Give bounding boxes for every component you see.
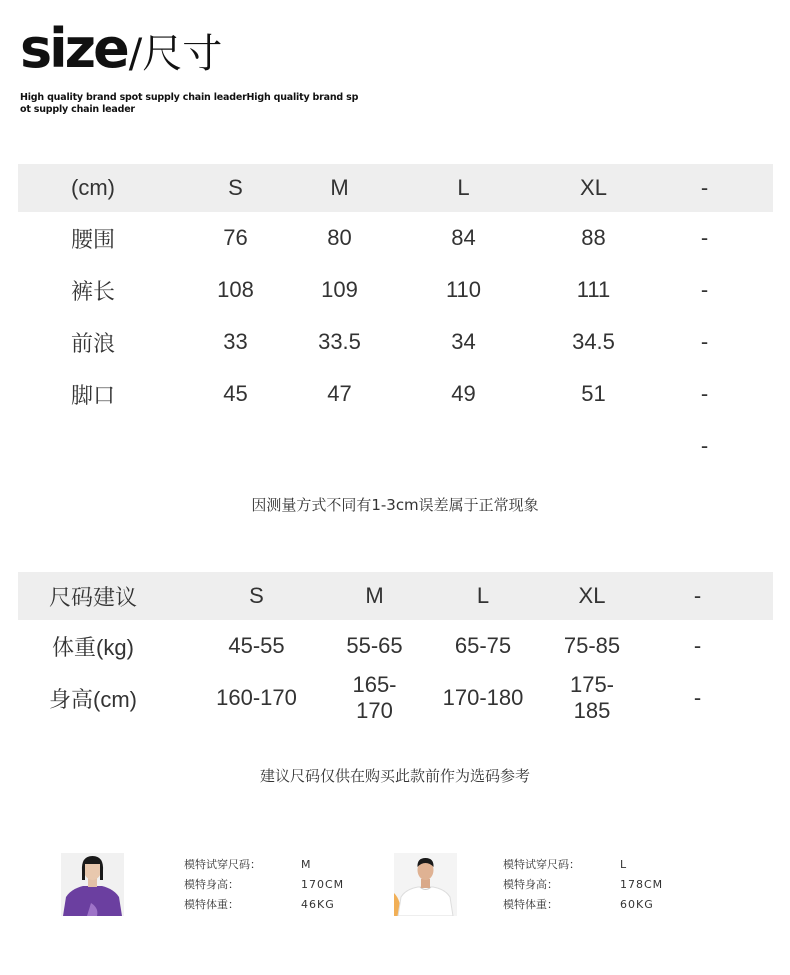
rec-table-header-row	[18, 572, 773, 620]
table-cell: 65-75	[454, 633, 512, 658]
size-table	[18, 164, 773, 472]
row-label: 身高(cm)	[49, 686, 137, 712]
table-cell: 45-55	[228, 633, 285, 658]
table-cell: 33.5	[318, 329, 361, 354]
page-title: size	[20, 17, 127, 80]
table-cell: -	[700, 329, 709, 354]
table-cell	[303, 420, 376, 472]
model-weight-value: 46KG	[301, 898, 335, 911]
table-row	[18, 420, 773, 472]
row-label: 腰围	[70, 226, 115, 252]
header-cell: XL	[562, 572, 622, 620]
model-height-row	[503, 875, 663, 895]
table-cell: 84	[451, 225, 476, 250]
table-cell	[551, 420, 636, 472]
model-weight-value: 60KG	[620, 898, 654, 911]
header-cell: -	[622, 572, 773, 620]
header-cell: S	[168, 572, 345, 620]
table-cell: 88	[581, 225, 606, 250]
model-weight-row	[184, 895, 344, 915]
model-info-2	[503, 855, 663, 915]
page-title-cn: /尺寸	[128, 31, 223, 77]
table-cell: 51	[581, 381, 606, 406]
header-cell: 尺码建议	[18, 572, 168, 620]
model-weight-row	[503, 895, 663, 915]
table-cell: 108	[217, 277, 254, 302]
page-header	[20, 17, 360, 116]
size-table-header-row	[18, 164, 773, 212]
model-size-value: M	[301, 858, 312, 871]
model-info-1	[184, 855, 344, 915]
model-figure-icon	[394, 853, 457, 916]
table-cell	[376, 420, 551, 472]
model-height-row	[184, 875, 344, 895]
model-height-value: 170CM	[301, 878, 345, 891]
header-cell: L	[376, 164, 551, 212]
table-cell: 76	[223, 225, 248, 250]
row-label: 裤长	[70, 278, 115, 304]
table-cell: -	[700, 277, 709, 302]
model-height-label: 模特身高：	[503, 878, 558, 891]
table-cell: 170-180	[442, 685, 524, 710]
table-cell: 34	[451, 329, 476, 354]
table-cell: 110	[445, 277, 482, 302]
row-label: 脚口	[70, 382, 115, 408]
model-size-row	[503, 855, 663, 875]
table-cell: 165-170	[352, 672, 397, 723]
table-cell: 109	[321, 277, 358, 302]
table-cell: 47	[327, 381, 352, 406]
model-photo-female	[61, 853, 124, 916]
model-photo-male	[394, 853, 457, 916]
header-cell: M	[345, 572, 404, 620]
model-height-label: 模特身高：	[184, 878, 239, 891]
model-height-value: 178CM	[620, 878, 664, 891]
row-label: 前浪	[70, 330, 115, 356]
measurement-note: 因测量方式不同有1-3cm误差属于正常现象	[251, 496, 539, 514]
table-cell: 75-85	[563, 633, 621, 658]
model-size-label: 模特试穿尺码：	[184, 858, 261, 871]
table-cell: 80	[327, 225, 352, 250]
header-cell: -	[636, 164, 773, 212]
table-cell: 33	[223, 329, 248, 354]
table-row	[18, 620, 773, 672]
model-size-label: 模特试穿尺码：	[503, 858, 580, 871]
row-label: 体重(kg)	[52, 634, 134, 660]
model-size-row	[184, 855, 344, 875]
table-cell: 49	[451, 381, 476, 406]
table-row	[18, 264, 773, 316]
size-recommendation-table	[18, 572, 773, 724]
table-cell: 111	[576, 277, 611, 302]
table-cell: 55-65	[346, 633, 403, 658]
model-figure-icon	[61, 853, 124, 916]
table-cell: -	[700, 433, 709, 458]
table-cell: -	[700, 225, 709, 250]
header-cell: (cm)	[18, 164, 168, 212]
brand-subtitle: High quality brand spot supply chain leaderHigh quality brand spot supply chain leader	[20, 92, 359, 115]
header-cell: L	[404, 572, 562, 620]
table-row	[18, 368, 773, 420]
table-row	[18, 672, 773, 724]
header-cell: M	[303, 164, 376, 212]
table-cell: 160-170	[216, 685, 297, 710]
header-cell: S	[168, 164, 303, 212]
table-cell: -	[693, 685, 702, 710]
model-weight-label: 模特体重：	[184, 898, 239, 911]
table-cell: -	[693, 633, 702, 658]
table-cell	[168, 420, 303, 472]
table-cell: 175-185	[569, 672, 615, 723]
row-label	[18, 420, 168, 472]
model-weight-label: 模特体重：	[503, 898, 558, 911]
table-cell: -	[700, 381, 709, 406]
table-cell: 34.5	[572, 329, 615, 354]
table-row	[18, 316, 773, 368]
header-cell: XL	[551, 164, 636, 212]
table-row	[18, 212, 773, 264]
model-size-value: L	[620, 858, 628, 871]
title-row	[20, 17, 360, 80]
table-cell: 45	[223, 381, 248, 406]
recommendation-note: 建议尺码仅供在购买此款前作为选码参考	[259, 767, 530, 785]
